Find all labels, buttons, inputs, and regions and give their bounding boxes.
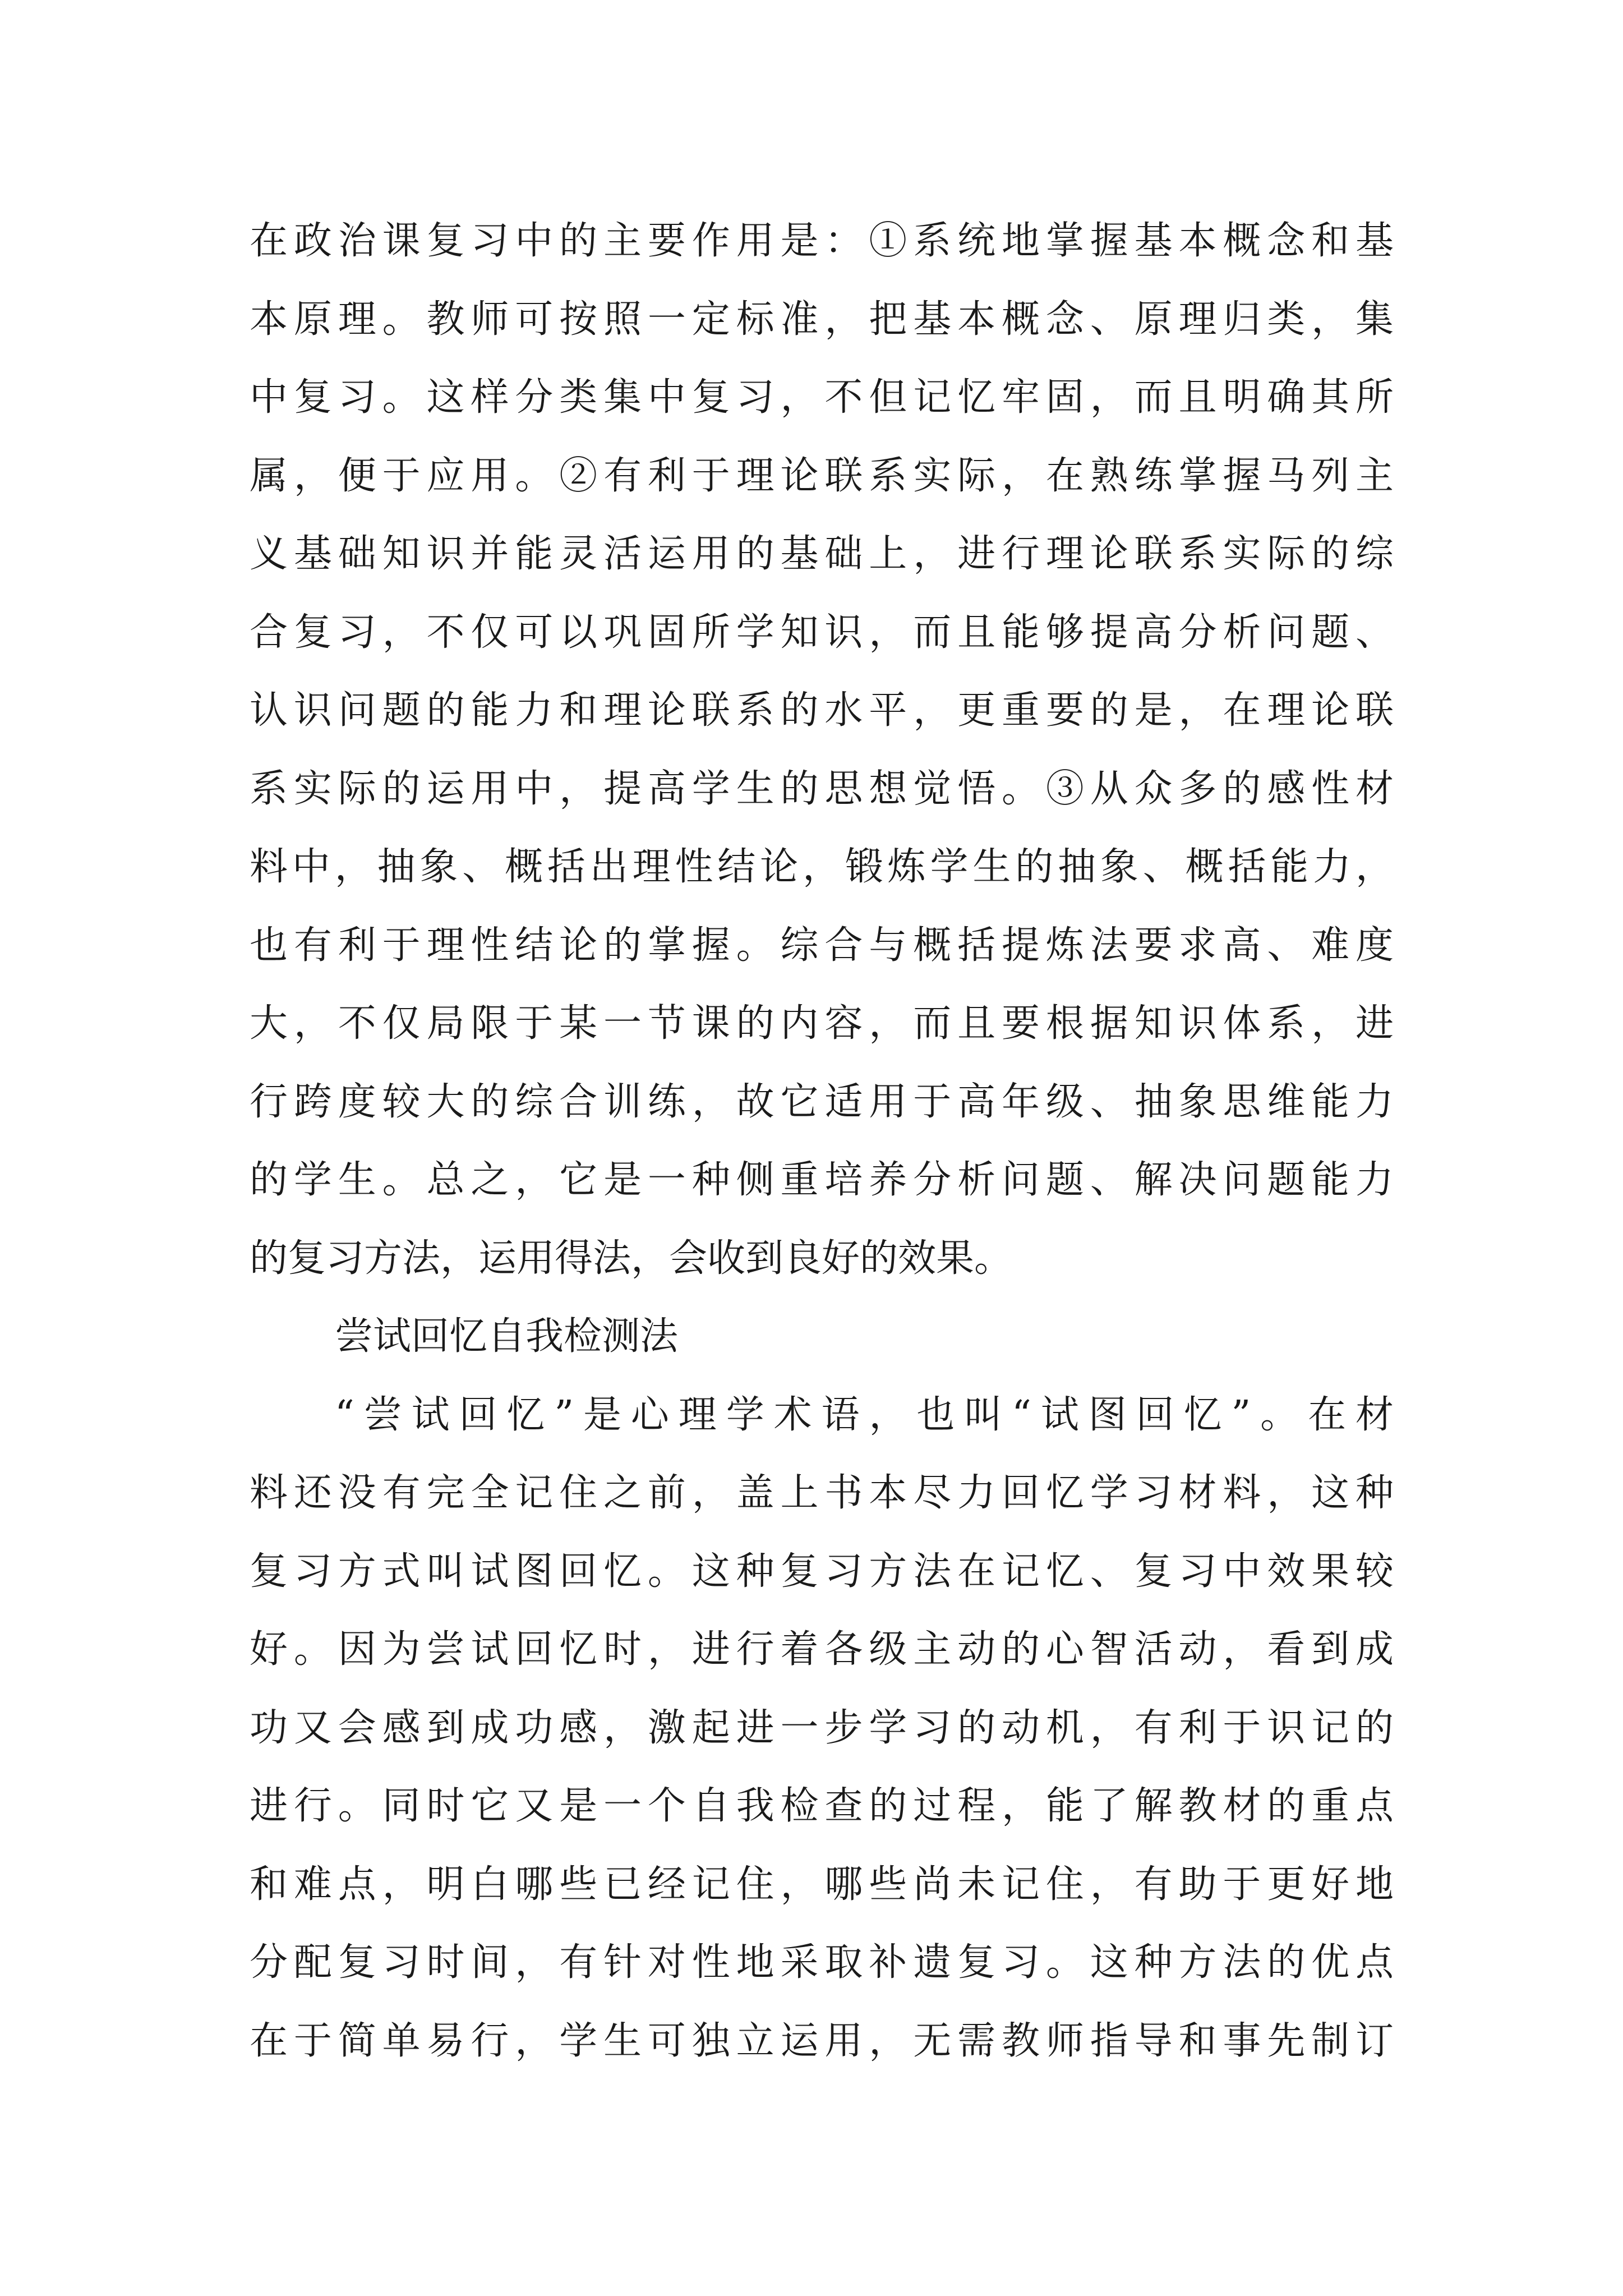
- text-line: “尝试回忆”是心理学术语，也叫“试图回忆”。在材: [335, 1392, 1394, 1437]
- text-line: 功又会感到成功感，激起进一步学习的动机，有利于识记的: [250, 1705, 1394, 1750]
- text-line: 属，便于应用。②有利于理论联系实际，在熟练掌握马列主: [250, 453, 1394, 498]
- section-heading: 尝试回忆自我检测法: [335, 1314, 679, 1359]
- text-line: 的学生。总之，它是一种侧重培养分析问题、解决问题能力: [250, 1158, 1394, 1202]
- text-line: 行跨度较大的综合训练，故它适用于高年级、抽象思维能力: [250, 1079, 1394, 1124]
- text-line: 义基础知识并能灵活运用的基础上，进行理论联系实际的综: [250, 532, 1394, 576]
- text-line: 料还没有完全记住之前，盖上书本尽力回忆学习材料，这种: [250, 1471, 1394, 1515]
- text-line: 在政治课复习中的主要作用是：①系统地掌握基本概念和基: [250, 219, 1394, 263]
- body-text: [250, 202, 1394, 2080]
- text-line: 的复习方法，运用得法，会收到良好的效果。: [250, 1236, 1013, 1281]
- text-line: 复习方式叫试图回忆。这种复习方法在记忆、复习中效果较: [250, 1549, 1394, 1594]
- text-line: 认识问题的能力和理论联系的水平，更重要的是，在理论联: [250, 688, 1394, 733]
- text-line: 本原理。教师可按照一定标准，把基本概念、原理归类，集: [250, 297, 1394, 342]
- text-line: 系实际的运用中，提高学生的思想觉悟。③从众多的感性材: [250, 766, 1394, 811]
- text-line: 大，不仅局限于某一节课的内容，而且要根据知识体系，进: [250, 1001, 1394, 1046]
- text-line: 中复习。这样分类集中复习，不但记忆牢固，而且明确其所: [250, 375, 1394, 420]
- text-line: 好。因为尝试回忆时，进行着各级主动的心智活动，看到成: [250, 1627, 1394, 1672]
- text-line: 和难点，明白哪些已经记住，哪些尚未记住，有助于更好地: [250, 1862, 1394, 1907]
- text-line: 也有利于理性结论的掌握。综合与概括提炼法要求高、难度: [250, 923, 1394, 968]
- text-line: 料中，抽象、概括出理性结论，锻炼学生的抽象、概括能力，: [250, 845, 1394, 889]
- text-line: 在于简单易行，学生可独立运用，无需教师指导和事先制订: [250, 2018, 1394, 2063]
- text-line: 分配复习时间，有针对性地采取补遗复习。这种方法的优点: [250, 1940, 1394, 1985]
- text-line: 合复习，不仅可以巩固所学知识，而且能够提高分析问题、: [250, 610, 1394, 655]
- text-line: 进行。同时它又是一个自我检查的过程，能了解教材的重点: [250, 1784, 1394, 1828]
